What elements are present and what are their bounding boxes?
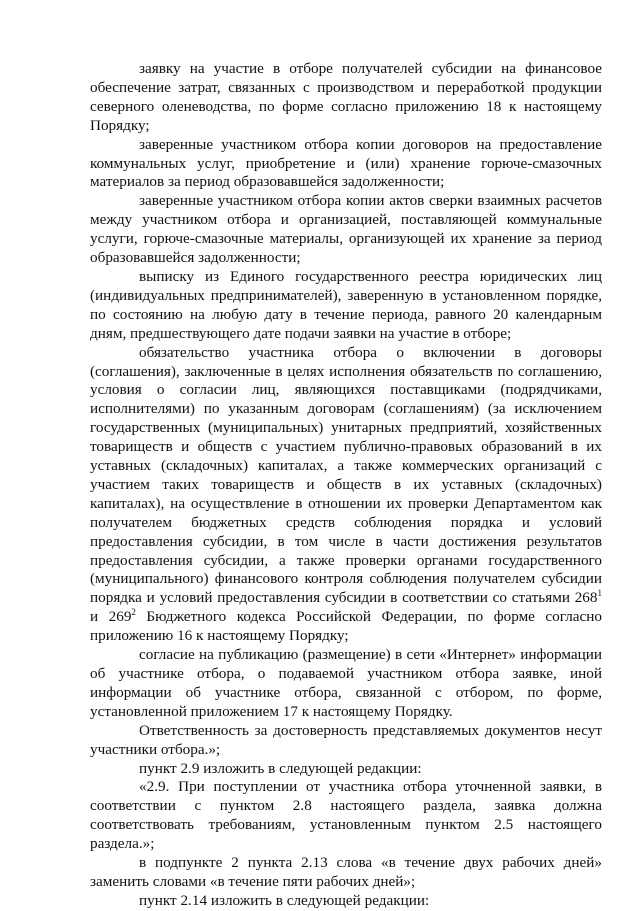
paragraph-obligation bbox=[90, 344, 602, 647]
paragraph-responsibility: Ответственность за достоверность представляемых документов несут участники отбора.»; bbox=[90, 721, 602, 758]
document-page bbox=[90, 60, 602, 911]
paragraph-registry-extract: выписку из Единого государственного реестра юридических лиц (индивидуальных предпринимателей), заверенную в установленном порядке, по состоянию на любую дату в течение периода, равного 20 календарным дням, предшествующего дате подачи заявки на участие в отборе; bbox=[90, 267, 602, 342]
obligation-sup-1: 1 bbox=[597, 588, 602, 599]
obligation-text-3: Бюджетного кодекса Российской Федерации, по форме согласно приложению 16 к настоящему Порядку; bbox=[90, 608, 602, 645]
paragraph-item-2-9-intro: пункт 2.9 изложить в следующей редакции: bbox=[139, 759, 422, 777]
paragraph-application: заявку на участие в отборе получателей субсидии на финансовое обеспечение затрат, связанных с производством и переработкой продукции северного оленеводства, по форме согласно приложению 18 к настоящему Порядку; bbox=[90, 60, 602, 134]
obligation-sup-2: 2 bbox=[131, 607, 136, 618]
obligation-text-2: и 269 bbox=[90, 608, 132, 626]
paragraph-item-2-13: в подпункте 2 пункта 2.13 слова «в течение двух рабочих дней» заменить словами «в течение пяти рабочих дней»; bbox=[90, 854, 602, 890]
paragraph-publication-consent: согласие на публикацию (размещение) в сети «Интернет» информации об участнике отбора, о подаваемой участником отбора заявке, иной информации об участнике отбора, связанной с отбором, по форме, установленной приложением 17 к настоящему Порядку. bbox=[90, 646, 602, 720]
paragraph-item-2-9-text: «2.9. При поступлении от участника отбора уточненной заявки, в соответствии с пунктом 2.8 настоящего раздела, заявка должна соответствовать требованиям, установленным пунктом 2.5 настоящего раздела.»; bbox=[90, 778, 602, 853]
obligation-text-1: обязательство участника отбора о включении в договоры (соглашения), заключенные в целях исполнения обязательств по соглашению, условия о согласии лиц, являющихся поставщиками (подрядчиками, исполнителями) по указанным договорам (соглашениям) (за исключением государственных (муниципальных) унитарных предприятий, хозяйственных товариществ и обществ с участием публично-правовых образований в их уставных (складочных) капиталах, а также коммерческих организаций с участием таких товариществ и обществ в их уставных (складочных) капиталах), на осуществление в отношении их проверки Департаментом как получателем бюджетных средств соблюдения порядка и условий предоставления субсидии, в том числе в части достижения результатов предоставления субсидии, а также проверки органами государственного (муниципального) финансового контроля соблюдения получателем субсидии порядка и условий предоставления субсидии в соответствии со статьями 268 bbox=[90, 343, 602, 607]
paragraph-reconciliation-acts: заверенные участником отбора копии актов сверки взаимных расчетов между участником отбора и организацией, поставляющей коммунальные услуги, горюче-смазочные материалы, организующей их хранение за период образовавшейся задолженности; bbox=[90, 192, 602, 267]
paragraph-item-2-14-intro: пункт 2.14 изложить в следующей редакции: bbox=[139, 891, 430, 909]
paragraph-contracts-copies: заверенные участником отбора копии договоров на предоставление коммунальных услуг, приобретение и (или) хранение горюче-смазочных материалов за период образовавшейся задолженности; bbox=[90, 135, 602, 191]
